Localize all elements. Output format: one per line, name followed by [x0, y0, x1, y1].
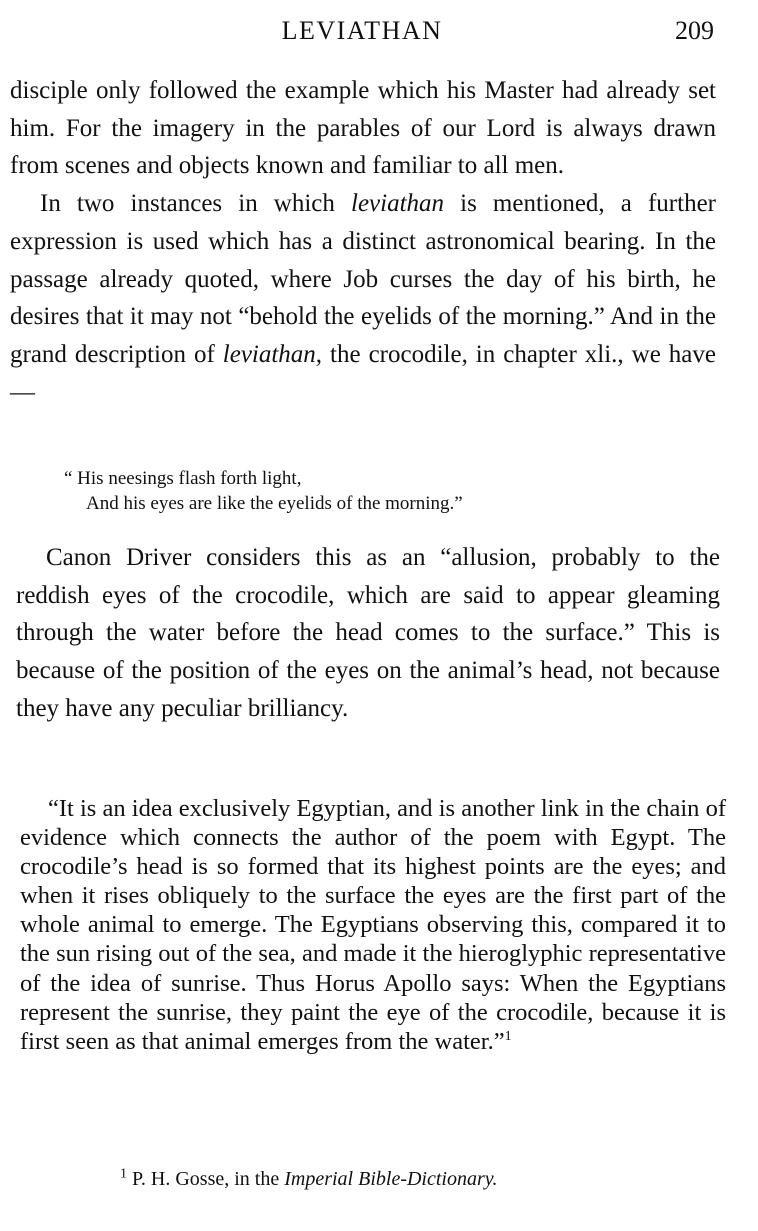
footnote-reference: 1: [504, 1028, 512, 1044]
paragraph-text: the crocodile, in chapter xli., we have—: [10, 340, 716, 406]
footnote-title: Imperial Bible-Dictionary.: [284, 1168, 498, 1190]
footnote-mark: 1: [120, 1166, 127, 1182]
paragraph-text: In two instances in which: [40, 190, 351, 218]
paragraph-text: is mentioned, a further expression is used which has a distinct astronomical bearing. In the passage already quoted, where Job curses the day of his birth, he desires that it may not “behold the eyelids of the morning.” And in the grand description of: [10, 190, 716, 368]
quotation-body: “It is an idea exclusively Egyptian, and is another link in the chain of evidence which connects the author of the poem with Egypt. The crocodile’s head is so formed that its highest points are the eyes; and when it rises obliquely to the surface the eyes are the first part of the whole animal to emerge. The Egyptians observing this, compared it to the sun rising out of the sea, and made it the hieroglyphic representative of the idea of sunrise. Thus Horus Apollo says: When the Egyptians represent the sunrise, they paint the eye of the crocodile, because it is first seen as that animal emerges from the water.”: [20, 795, 726, 1055]
footnote: [120, 1168, 498, 1191]
quotation-text: [20, 794, 726, 1056]
verse-line: “ His neesings flash forth light,: [64, 468, 302, 489]
italic-term: leviathan,: [222, 340, 323, 368]
paragraph-canon-driver: [16, 539, 720, 728]
verse-quotation: [64, 466, 684, 516]
page-header: [10, 14, 714, 50]
block-quotation: [20, 794, 726, 1056]
paragraph-continuation: disciple only followed the example which his Master had already set him. For the imagery in the parables of our Lord is always drawn from scenes and objects known and familiar to all men.: [10, 77, 716, 180]
running-head: LEVIATHAN: [281, 16, 443, 45]
body-text: [10, 72, 716, 411]
verse-line: And his eyes are like the eyelids of the morning.”: [86, 493, 463, 514]
paragraph-text: Canon Driver considers this as an “allusion, probably to the reddish eyes of the crocodile, which are said to appear gleaming through the water before the head comes to the surface.” This is because of the position of the eyes on the animal’s head, not because they have any peculiar brilliancy.: [16, 544, 720, 722]
footnote-text: P. H. Gosse, in the: [127, 1168, 285, 1190]
italic-term: leviathan: [351, 190, 445, 218]
page-number: 209: [675, 16, 714, 45]
paragraph-leviathan-astronomical: [10, 185, 716, 411]
